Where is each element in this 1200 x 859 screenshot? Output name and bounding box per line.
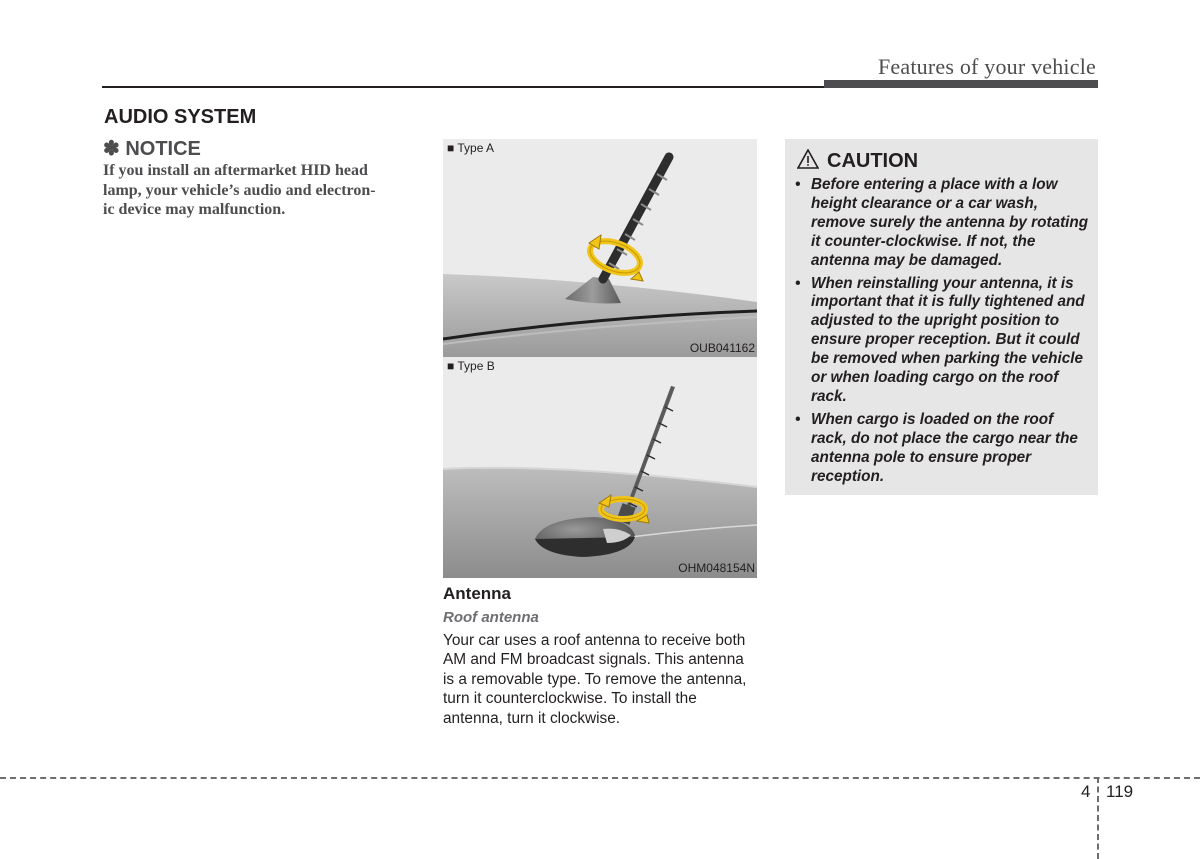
caution-box xyxy=(785,139,1098,495)
warning-triangle-icon xyxy=(797,149,819,169)
figure-type-b xyxy=(443,357,757,578)
header-title: Features of your vehicle xyxy=(877,54,1096,79)
notice-line: lamp, your vehicle’s audio and electron- xyxy=(103,181,376,199)
figure-code: OHM048154N xyxy=(678,561,755,575)
notice-text xyxy=(103,161,419,220)
caution-item-text: When cargo is loaded on the roof rack, do not place the cargo near the antenna pole to ensure proper reception. xyxy=(811,410,1078,485)
caution-title xyxy=(797,149,918,173)
footer-vertical-divider xyxy=(1097,777,1099,859)
caution-list xyxy=(795,176,1091,491)
notice-title: ✽ NOTICE xyxy=(103,138,201,160)
caution-item xyxy=(795,275,1091,407)
roof-antenna-subheading: Roof antenna xyxy=(443,609,539,626)
antenna-heading: Antenna xyxy=(443,584,511,603)
figure-code: OUB041162 xyxy=(689,341,755,355)
header-rule xyxy=(102,86,824,88)
chapter-number: 4 xyxy=(1081,782,1091,801)
notice-line: ic device may malfunction. xyxy=(103,201,286,218)
figure-type-a xyxy=(443,139,757,358)
caution-item-text: When reinstalling your antenna, it is important that it is fully tightened and adjusted to the upright position to ensure proper reception. But it could be removed when parking the vehicle or when loading cargo on the roof rack. xyxy=(811,274,1085,405)
page-number: 119 xyxy=(1106,782,1134,801)
figure-label: ■ Type A xyxy=(447,141,495,155)
footer-divider xyxy=(0,777,1200,779)
bullet: • xyxy=(795,176,801,193)
section-title: AUDIO SYSTEM xyxy=(104,106,257,128)
caution-title-text: CAUTION xyxy=(827,150,919,172)
notice-line: If you install an aftermarket HID head xyxy=(103,162,368,179)
header-bar xyxy=(824,80,1098,88)
bullet: • xyxy=(795,410,801,428)
antenna-body-text: Your car uses a roof antenna to receive both AM and FM broadcast signals. This antenna is a removable type. To remove the antenna, turn it counterclockwise. To install the antenna, turn it clockwise. xyxy=(443,632,747,727)
antenna-illustration-type-a xyxy=(443,139,757,358)
caution-item xyxy=(795,411,1091,487)
caution-item xyxy=(795,176,1091,271)
figure-label: ■ Type B xyxy=(447,359,495,373)
caution-item-text: Before entering a place with a low height clearance or a car wash, remove surely the antenna by rotating it counter-clockwise. If not, the antenna may be damaged. xyxy=(811,176,1089,269)
bullet: • xyxy=(795,274,801,292)
antenna-illustration-type-b xyxy=(443,357,757,578)
